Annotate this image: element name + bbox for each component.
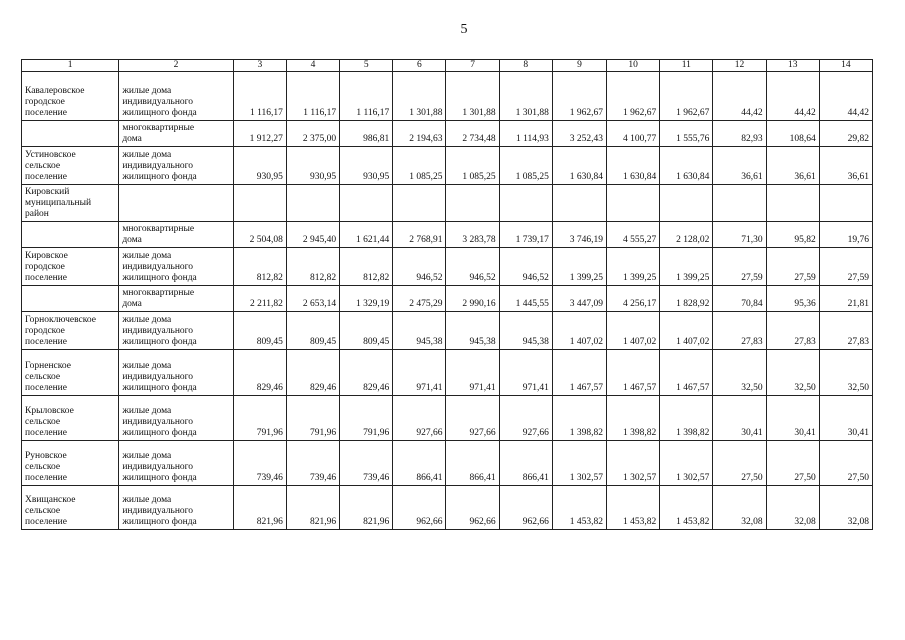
value-cell: 19,76 xyxy=(819,222,872,248)
settlement-cell-line: поселение xyxy=(25,172,67,182)
value-cell: 927,66 xyxy=(446,396,499,441)
column-header: 1 xyxy=(22,60,119,72)
value-cell: 32,50 xyxy=(766,350,819,396)
value-cell xyxy=(393,185,446,222)
settlement-cell xyxy=(22,441,119,486)
value-cell: 945,38 xyxy=(393,312,446,350)
settlement-cell-line: сельское xyxy=(25,462,61,472)
table-row xyxy=(22,312,873,350)
value-cell: 70,84 xyxy=(713,286,766,312)
column-header: 14 xyxy=(819,60,872,72)
value-cell xyxy=(766,185,819,222)
value-cell: 829,46 xyxy=(286,350,339,396)
settlement-cell xyxy=(22,222,119,248)
settlement-cell-line: поселение xyxy=(25,428,67,438)
settlement-cell-line: Устиновское xyxy=(25,150,76,160)
value-cell: 2 128,02 xyxy=(660,222,713,248)
value-cell: 812,82 xyxy=(340,248,393,286)
table-row xyxy=(22,121,873,147)
value-cell: 27,50 xyxy=(766,441,819,486)
value-cell: 829,46 xyxy=(233,350,286,396)
housing-type-cell-line: жилые дома xyxy=(122,315,172,325)
value-cell: 866,41 xyxy=(499,441,552,486)
value-cell: 1 962,67 xyxy=(660,72,713,121)
housing-type-cell-line: дома xyxy=(122,235,142,245)
housing-type-cell-line: жилищного фонда xyxy=(122,383,197,393)
value-cell: 930,95 xyxy=(286,147,339,185)
value-cell: 1 630,84 xyxy=(552,147,606,185)
housing-type-cell-line: жилые дома xyxy=(122,361,172,371)
value-cell: 971,41 xyxy=(446,350,499,396)
settlement-cell xyxy=(22,286,119,312)
value-cell: 3 283,78 xyxy=(446,222,499,248)
settlement-cell-line: городское xyxy=(25,326,65,336)
value-cell: 1 085,25 xyxy=(446,147,499,185)
value-cell: 809,45 xyxy=(340,312,393,350)
value-cell: 1 630,84 xyxy=(607,147,660,185)
value-cell: 1 407,02 xyxy=(607,312,660,350)
value-cell: 930,95 xyxy=(340,147,393,185)
settlement-cell-line: поселение xyxy=(25,473,67,483)
value-cell: 36,61 xyxy=(713,147,766,185)
value-cell: 962,66 xyxy=(499,486,552,530)
table-row xyxy=(22,441,873,486)
value-cell: 821,96 xyxy=(233,486,286,530)
value-cell xyxy=(713,185,766,222)
table-row xyxy=(22,486,873,530)
housing-type-cell-line: жилые дома xyxy=(122,495,172,505)
value-cell: 1 329,19 xyxy=(340,286,393,312)
value-cell xyxy=(819,185,872,222)
value-cell: 1 962,67 xyxy=(552,72,606,121)
settlement-cell xyxy=(22,185,119,222)
value-cell: 2 734,48 xyxy=(446,121,499,147)
value-cell: 2 475,29 xyxy=(393,286,446,312)
value-cell: 44,42 xyxy=(819,72,872,121)
table-row xyxy=(22,185,873,222)
settlement-cell-line: муниципальный xyxy=(25,198,92,208)
value-cell: 930,95 xyxy=(233,147,286,185)
page-number: 5 xyxy=(460,22,468,37)
value-cell: 927,66 xyxy=(499,396,552,441)
column-header: 5 xyxy=(340,60,393,72)
value-cell: 36,61 xyxy=(766,147,819,185)
value-cell: 812,82 xyxy=(233,248,286,286)
value-cell: 946,52 xyxy=(446,248,499,286)
settlement-cell-line: Кавалеровское xyxy=(25,86,85,96)
housing-type-cell-line: жилые дома xyxy=(122,150,172,160)
value-cell: 866,41 xyxy=(393,441,446,486)
value-cell: 809,45 xyxy=(286,312,339,350)
value-cell: 3 252,43 xyxy=(552,121,606,147)
column-header: 10 xyxy=(607,60,660,72)
value-cell: 2 375,00 xyxy=(286,121,339,147)
value-cell: 27,83 xyxy=(713,312,766,350)
housing-type-cell-line: жилые дома xyxy=(122,251,172,261)
column-header: 6 xyxy=(393,60,446,72)
housing-type-cell-line: жилищного фонда xyxy=(122,473,197,483)
housing-type-cell-line: многоквартирные xyxy=(122,224,195,234)
value-cell xyxy=(286,185,339,222)
value-cell: 71,30 xyxy=(713,222,766,248)
value-cell: 1 962,67 xyxy=(607,72,660,121)
value-cell: 1 301,88 xyxy=(393,72,446,121)
value-cell: 866,41 xyxy=(446,441,499,486)
settlement-cell-line: Руновское xyxy=(25,451,67,461)
value-cell: 962,66 xyxy=(446,486,499,530)
settlement-cell-line: поселение xyxy=(25,517,67,527)
tariff-table xyxy=(21,59,873,530)
value-cell: 30,41 xyxy=(766,396,819,441)
housing-type-cell xyxy=(119,72,233,121)
value-cell: 945,38 xyxy=(446,312,499,350)
settlement-cell-line: сельское xyxy=(25,161,61,171)
housing-type-cell-line: жилые дома xyxy=(122,451,172,461)
value-cell: 791,96 xyxy=(340,396,393,441)
value-cell: 1 398,82 xyxy=(660,396,713,441)
value-cell: 4 100,77 xyxy=(607,121,660,147)
value-cell: 1 445,55 xyxy=(499,286,552,312)
settlement-cell-line: сельское xyxy=(25,417,61,427)
value-cell: 809,45 xyxy=(233,312,286,350)
value-cell: 1 085,25 xyxy=(499,147,552,185)
value-cell: 32,08 xyxy=(713,486,766,530)
value-cell: 791,96 xyxy=(233,396,286,441)
value-cell xyxy=(233,185,286,222)
value-cell: 1 621,44 xyxy=(340,222,393,248)
value-cell: 27,59 xyxy=(766,248,819,286)
housing-type-cell-line: многоквартирные xyxy=(122,123,195,133)
value-cell: 986,81 xyxy=(340,121,393,147)
value-cell: 1 828,92 xyxy=(660,286,713,312)
value-cell: 27,59 xyxy=(713,248,766,286)
table-body xyxy=(22,72,873,530)
housing-type-cell-line: жилые дома xyxy=(122,406,172,416)
value-cell: 1 302,57 xyxy=(552,441,606,486)
value-cell: 1 453,82 xyxy=(607,486,660,530)
housing-type-cell-line: жилищного фонда xyxy=(122,108,197,118)
value-cell: 945,38 xyxy=(499,312,552,350)
housing-type-cell-line: индивидуального xyxy=(122,161,194,171)
settlement-cell-line: Крыловское xyxy=(25,406,74,416)
value-cell: 946,52 xyxy=(499,248,552,286)
value-cell: 95,36 xyxy=(766,286,819,312)
column-header: 9 xyxy=(552,60,606,72)
value-cell: 44,42 xyxy=(766,72,819,121)
column-header: 11 xyxy=(660,60,713,72)
housing-type-cell-line: индивидуального xyxy=(122,326,194,336)
settlement-cell-line: поселение xyxy=(25,383,67,393)
column-header: 2 xyxy=(119,60,233,72)
settlement-cell-line: Горненское xyxy=(25,361,71,371)
housing-type-cell-line: жилищного фонда xyxy=(122,517,197,527)
value-cell: 29,82 xyxy=(819,121,872,147)
settlement-cell xyxy=(22,72,119,121)
value-cell: 82,93 xyxy=(713,121,766,147)
housing-type-cell xyxy=(119,312,233,350)
settlement-cell-line: Кировское xyxy=(25,251,68,261)
housing-type-cell-line: дома xyxy=(122,299,142,309)
housing-type-cell xyxy=(119,121,233,147)
value-cell: 971,41 xyxy=(499,350,552,396)
value-cell: 1 116,17 xyxy=(340,72,393,121)
table-row xyxy=(22,72,873,121)
housing-type-cell xyxy=(119,222,233,248)
housing-type-cell-line: индивидуального xyxy=(122,417,194,427)
column-header: 12 xyxy=(713,60,766,72)
value-cell: 791,96 xyxy=(286,396,339,441)
value-cell: 1 739,17 xyxy=(499,222,552,248)
settlement-cell-line: район xyxy=(25,209,49,219)
housing-type-cell-line: жилые дома xyxy=(122,86,172,96)
housing-type-cell-line: многоквартирные xyxy=(122,288,195,298)
value-cell: 21,81 xyxy=(819,286,872,312)
settlement-cell-line: поселение xyxy=(25,337,67,347)
housing-type-cell-line: индивидуального xyxy=(122,372,194,382)
value-cell: 1 398,82 xyxy=(607,396,660,441)
housing-type-cell-line: индивидуального xyxy=(122,506,194,516)
settlement-cell-line: сельское xyxy=(25,506,61,516)
value-cell: 32,50 xyxy=(713,350,766,396)
settlement-cell-line: Кировский xyxy=(25,187,70,197)
value-cell xyxy=(660,185,713,222)
column-header: 8 xyxy=(499,60,552,72)
value-cell: 32,08 xyxy=(766,486,819,530)
value-cell: 1 116,17 xyxy=(286,72,339,121)
housing-type-cell xyxy=(119,286,233,312)
value-cell: 2 653,14 xyxy=(286,286,339,312)
value-cell: 1 301,88 xyxy=(446,72,499,121)
settlement-cell xyxy=(22,312,119,350)
value-cell: 30,41 xyxy=(713,396,766,441)
housing-type-cell xyxy=(119,350,233,396)
settlement-cell-line: городское xyxy=(25,97,65,107)
header-row xyxy=(22,60,873,72)
settlement-cell-line: поселение xyxy=(25,273,67,283)
value-cell: 812,82 xyxy=(286,248,339,286)
value-cell: 27,50 xyxy=(713,441,766,486)
housing-type-cell xyxy=(119,147,233,185)
housing-type-cell xyxy=(119,441,233,486)
housing-type-cell-line: индивидуального xyxy=(122,97,194,107)
value-cell: 1 399,25 xyxy=(660,248,713,286)
housing-type-cell-line: дома xyxy=(122,134,142,144)
value-cell: 1 467,57 xyxy=(660,350,713,396)
value-cell: 108,64 xyxy=(766,121,819,147)
value-cell: 1 399,25 xyxy=(607,248,660,286)
value-cell: 44,42 xyxy=(713,72,766,121)
settlement-cell xyxy=(22,121,119,147)
value-cell xyxy=(446,185,499,222)
column-header: 4 xyxy=(286,60,339,72)
table-row xyxy=(22,222,873,248)
value-cell: 739,46 xyxy=(286,441,339,486)
value-cell xyxy=(340,185,393,222)
table-row xyxy=(22,147,873,185)
value-cell: 1 453,82 xyxy=(552,486,606,530)
settlement-cell xyxy=(22,350,119,396)
value-cell: 1 407,02 xyxy=(660,312,713,350)
value-cell xyxy=(607,185,660,222)
value-cell: 1 116,17 xyxy=(233,72,286,121)
settlement-cell xyxy=(22,396,119,441)
value-cell: 829,46 xyxy=(340,350,393,396)
value-cell xyxy=(499,185,552,222)
column-header: 13 xyxy=(766,60,819,72)
value-cell: 27,50 xyxy=(819,441,872,486)
value-cell: 739,46 xyxy=(233,441,286,486)
value-cell: 2 945,40 xyxy=(286,222,339,248)
column-header: 7 xyxy=(446,60,499,72)
value-cell: 821,96 xyxy=(340,486,393,530)
value-cell: 927,66 xyxy=(393,396,446,441)
housing-type-cell-line: индивидуального xyxy=(122,462,194,472)
value-cell: 1 114,93 xyxy=(499,121,552,147)
value-cell: 821,96 xyxy=(286,486,339,530)
value-cell: 1 302,57 xyxy=(607,441,660,486)
value-cell: 4 555,27 xyxy=(607,222,660,248)
value-cell: 3 746,19 xyxy=(552,222,606,248)
settlement-cell xyxy=(22,248,119,286)
housing-type-cell-line: жилищного фонда xyxy=(122,428,197,438)
settlement-cell xyxy=(22,147,119,185)
value-cell: 2 768,91 xyxy=(393,222,446,248)
value-cell: 2 211,82 xyxy=(233,286,286,312)
housing-type-cell xyxy=(119,248,233,286)
value-cell: 32,50 xyxy=(819,350,872,396)
housing-type-cell-line: индивидуального xyxy=(122,262,194,272)
value-cell: 27,83 xyxy=(766,312,819,350)
settlement-cell-line: сельское xyxy=(25,372,61,382)
table-row xyxy=(22,350,873,396)
value-cell: 1 301,88 xyxy=(499,72,552,121)
value-cell: 95,82 xyxy=(766,222,819,248)
housing-type-cell xyxy=(119,486,233,530)
housing-type-cell-line: жилищного фонда xyxy=(122,273,197,283)
value-cell: 1 630,84 xyxy=(660,147,713,185)
value-cell: 962,66 xyxy=(393,486,446,530)
housing-type-cell xyxy=(119,396,233,441)
value-cell: 739,46 xyxy=(340,441,393,486)
value-cell: 1 398,82 xyxy=(552,396,606,441)
settlement-cell-line: поселение xyxy=(25,108,67,118)
value-cell: 1 407,02 xyxy=(552,312,606,350)
settlement-cell-line: Хвищанское xyxy=(25,495,76,505)
value-cell: 32,08 xyxy=(819,486,872,530)
settlement-cell-line: Горноключевское xyxy=(25,315,96,325)
value-cell: 30,41 xyxy=(819,396,872,441)
value-cell: 2 990,16 xyxy=(446,286,499,312)
value-cell: 1 467,57 xyxy=(607,350,660,396)
value-cell: 2 504,08 xyxy=(233,222,286,248)
value-cell: 27,83 xyxy=(819,312,872,350)
value-cell: 1 467,57 xyxy=(552,350,606,396)
table-row xyxy=(22,286,873,312)
value-cell: 1 453,82 xyxy=(660,486,713,530)
value-cell: 36,61 xyxy=(819,147,872,185)
value-cell: 27,59 xyxy=(819,248,872,286)
settlement-cell-line: городское xyxy=(25,262,65,272)
housing-type-cell-line: жилищного фонда xyxy=(122,172,197,182)
value-cell xyxy=(552,185,606,222)
value-cell: 1 555,76 xyxy=(660,121,713,147)
value-cell: 1 302,57 xyxy=(660,441,713,486)
value-cell: 1 085,25 xyxy=(393,147,446,185)
table-row xyxy=(22,396,873,441)
value-cell: 2 194,63 xyxy=(393,121,446,147)
value-cell: 4 256,17 xyxy=(607,286,660,312)
value-cell: 1 912,27 xyxy=(233,121,286,147)
value-cell: 1 399,25 xyxy=(552,248,606,286)
value-cell: 971,41 xyxy=(393,350,446,396)
housing-type-cell xyxy=(119,185,233,222)
settlement-cell xyxy=(22,486,119,530)
table-row xyxy=(22,248,873,286)
value-cell: 946,52 xyxy=(393,248,446,286)
column-header: 3 xyxy=(233,60,286,72)
value-cell: 3 447,09 xyxy=(552,286,606,312)
housing-type-cell-line: жилищного фонда xyxy=(122,337,197,347)
